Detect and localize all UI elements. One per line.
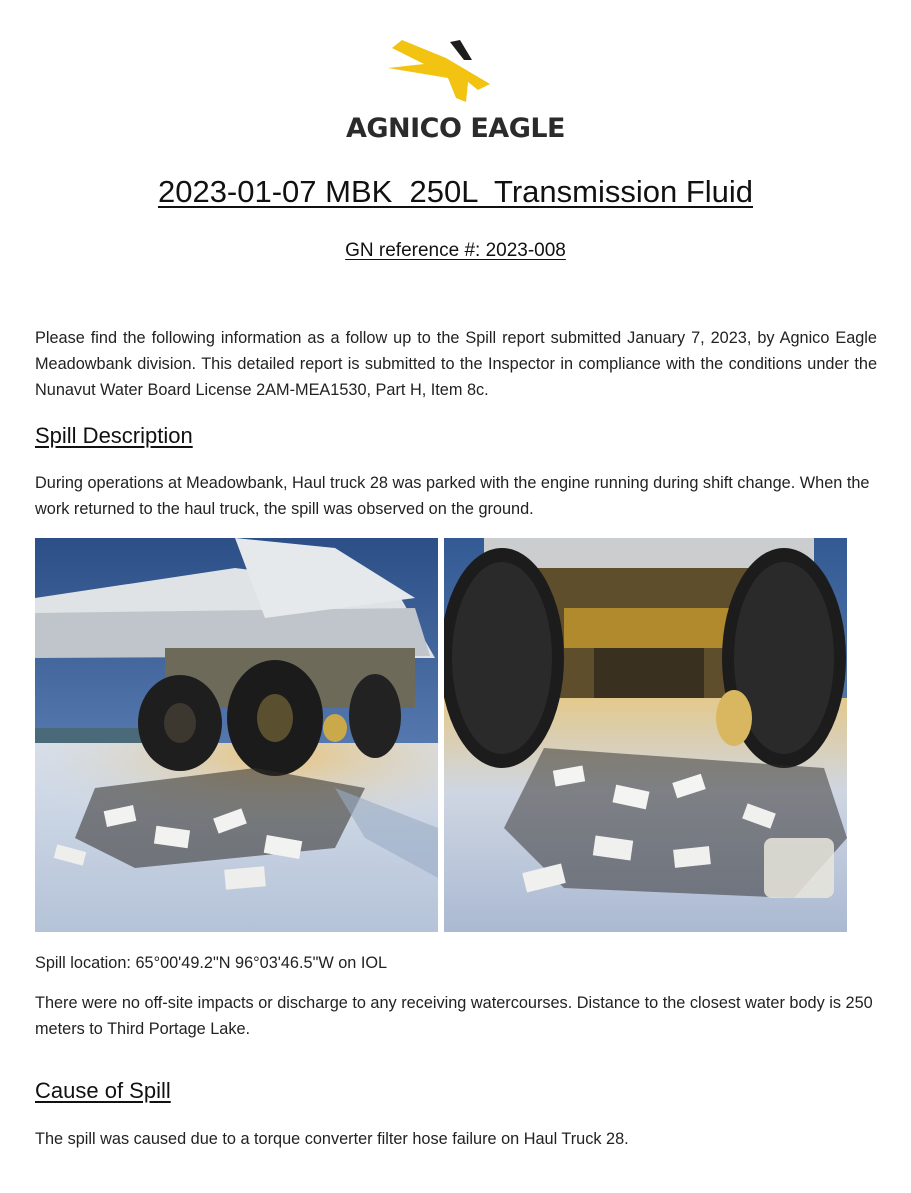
company-logo-text: AGNICO EAGLE [345,113,566,144]
report-title: 2023-01-07 MBK 250L Transmission Fluid [157,174,754,209]
spill-description-text: During operations at Meadowbank, Haul truck 28 was parked with the engine running during shift change. When the work returned to the haul truck, the spill was observed on the ground. [35,474,870,518]
spill-description-heading: Spill Description [35,423,193,448]
eagle-logo-icon [388,38,494,106]
impact-text: There were no off-site impacts or discharge to any receiving watercourses. Distance to the closest water body is 250 meters to Third Portage Lake. [35,994,873,1038]
cause-of-spill-heading: Cause of Spill [35,1078,171,1103]
intro-paragraph: Please find the following information as a follow up to the Spill report submitted January 7, 2023, by Agnico Eagle Meadowbank division. This detailed report is submitted to the Inspector in compliance with the conditions under the Nunavut Water Board License 2AM-MEA1530, Part H, Item 8c. [35,329,877,399]
cause-of-spill-text: The spill was caused due to a torque converter filter hose failure on Haul Truck 28. [35,1130,629,1148]
haul-truck-side-photo [35,538,438,932]
gn-reference: GN reference #: 2023-008 [345,240,566,261]
haul-truck-underside-photo [444,538,847,932]
spill-location: Spill location: 65°00'49.2"N 96°03'46.5"W on IOL [35,954,388,972]
